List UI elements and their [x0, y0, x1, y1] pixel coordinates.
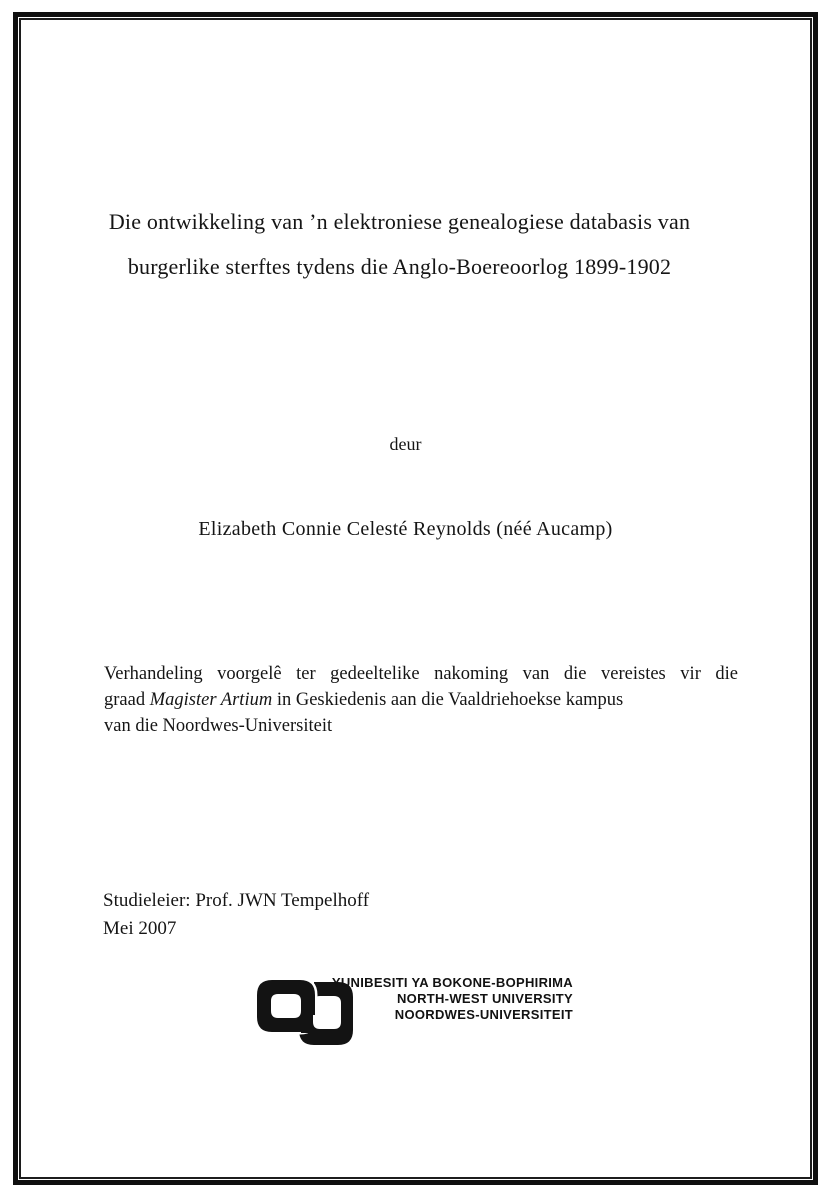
submission-line1: Verhandeling voorgelê ter gedeeltelike nakoming van die vereistes vir die — [104, 664, 738, 684]
date-line: Mei 2007 — [103, 918, 177, 939]
submission-line2-prefix: graad — [104, 690, 150, 710]
submission-line2-suffix: in Geskiedenis aan die Vaaldriehoekse kampus — [272, 690, 624, 710]
author-name: Elizabeth Connie Celesté Reynolds (néé Aucamp) — [198, 518, 613, 540]
supervisor-block — [103, 887, 369, 943]
thesis-title-line1: Die ontwikkeling van ’n elektroniese genealogiese databasis van — [108, 209, 691, 234]
nwu-logo-line1: YUNIBESITI YA BOKONE-BOPHIRIMA — [331, 975, 573, 990]
thesis-title — [30, 199, 769, 289]
thesis-title-line2: burgerlike sterftes tydens die Anglo-Boereoorlog 1899-1902 — [127, 254, 672, 279]
nwu-logo-line3: NOORDWES-UNIVERSITEIT — [394, 1007, 573, 1022]
submission-line3: van die Noordwes-Universiteit — [104, 716, 333, 736]
degree-name: Magister Artium — [149, 690, 273, 710]
supervisor-line: Studieleier: Prof. JWN Tempelhoff — [103, 890, 370, 911]
nwu-logo-line2: NORTH-WEST UNIVERSITY — [396, 991, 573, 1006]
nwu-logo-wordmark — [332, 975, 573, 1023]
submission-line2 — [104, 687, 738, 713]
byline-label: deur — [389, 434, 422, 454]
submission-statement — [104, 661, 738, 739]
